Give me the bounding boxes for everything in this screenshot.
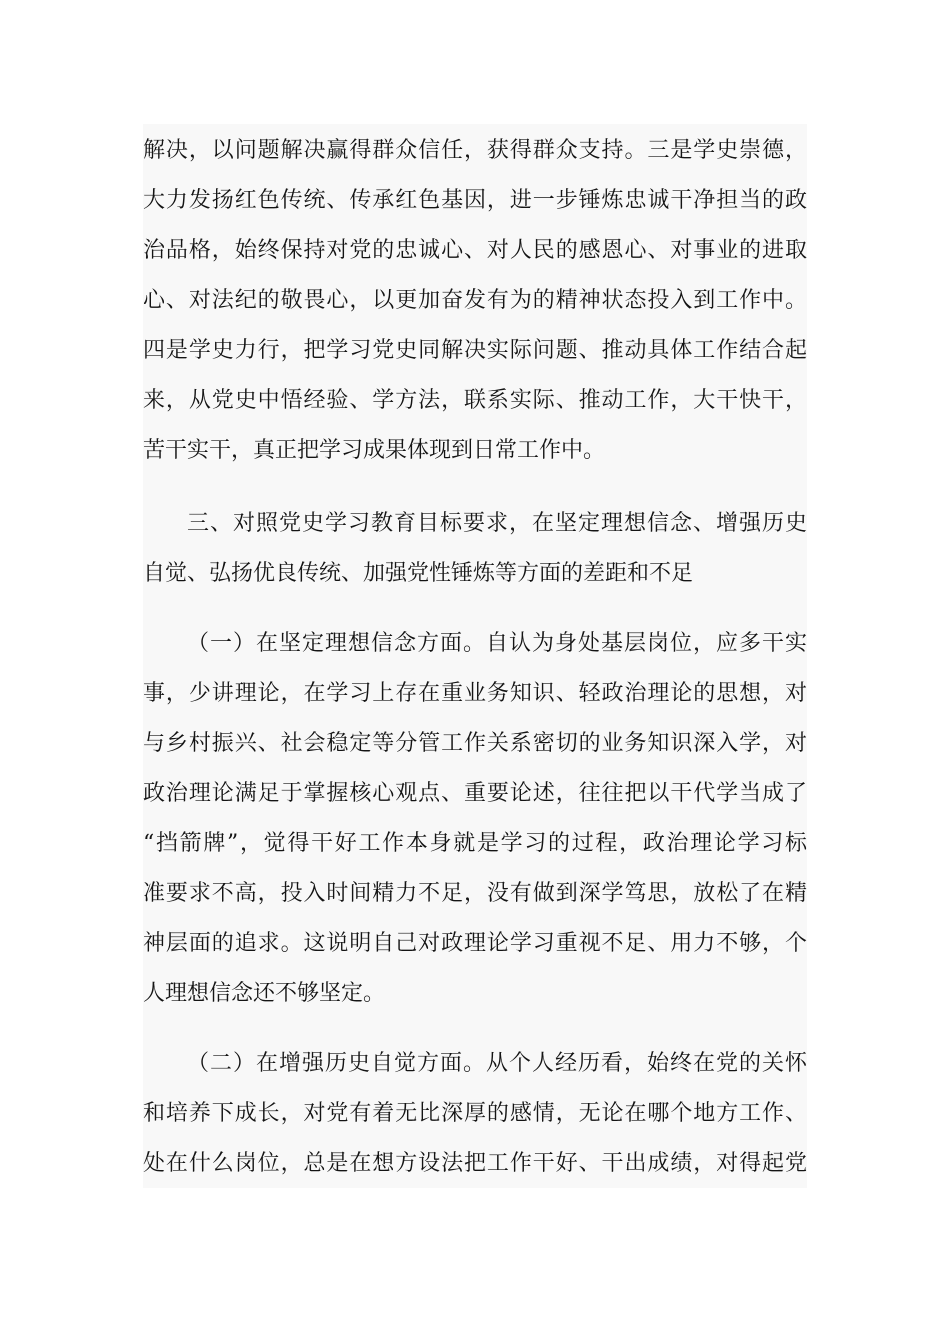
text-line: 心、对法纪的敬畏心，以更加奋发有为的精神状态投入到工作中。: [143, 288, 807, 313]
section-heading: 三、对照党史学习教育目标要求，在坚定理想信念、增强历史: [187, 511, 807, 536]
text-line: “挡箭牌”，觉得干好工作本身就是学习的过程，政治理论学习标: [143, 831, 807, 856]
text-line: （二）在增强历史自觉方面。从个人经历看，始终在党的关怀: [187, 1051, 807, 1076]
text-line: （一）在坚定理想信念方面。自认为身处基层岗位，应多干实: [187, 631, 807, 656]
text-line: 和培养下成长，对党有着无比深厚的感情，无论在哪个地方工作、: [143, 1101, 807, 1126]
section-heading: 自觉、弘扬优良传统、加强党性锤炼等方面的差距和不足: [143, 561, 694, 586]
text-line: 准要求不高，投入时间精力不足，没有做到深学笃思，放松了在精: [143, 881, 807, 906]
text-line: 处在什么岗位，总是在想方设法把工作干好、干出成绩，对得起党: [143, 1151, 807, 1176]
text-line: 治品格，始终保持对党的忠诚心、对人民的感恩心、对事业的进取: [143, 238, 807, 263]
text-line: 解决，以问题解决赢得群众信任，获得群众支持。三是学史崇德，: [143, 138, 807, 163]
text-line: 与乡村振兴、社会稳定等分管工作关系密切的业务知识深入学，对: [143, 731, 807, 756]
text-line: 四是学史力行，把学习党史同解决实际问题、推动具体工作结合起: [143, 338, 807, 363]
document-page: [143, 124, 807, 1188]
text-line: 苦干实干，真正把学习成果体现到日常工作中。: [143, 438, 606, 463]
text-line: 神层面的追求。这说明自己对政理论学习重视不足、用力不够，个: [143, 931, 807, 956]
text-line: 政治理论满足于掌握核心观点、重要论述，往往把以干代学当成了: [143, 781, 807, 806]
text-line: 事，少讲理论，在学习上存在重业务知识、轻政治理论的思想，对: [143, 681, 807, 706]
text-line: 大力发扬红色传统、传承红色基因，进一步锤炼忠诚干净担当的政: [143, 188, 807, 213]
text-line: 人理想信念还不够坚定。: [143, 981, 386, 1006]
text-line: 来，从党史中悟经验、学方法，联系实际、推动工作，大干快干，: [143, 388, 807, 413]
